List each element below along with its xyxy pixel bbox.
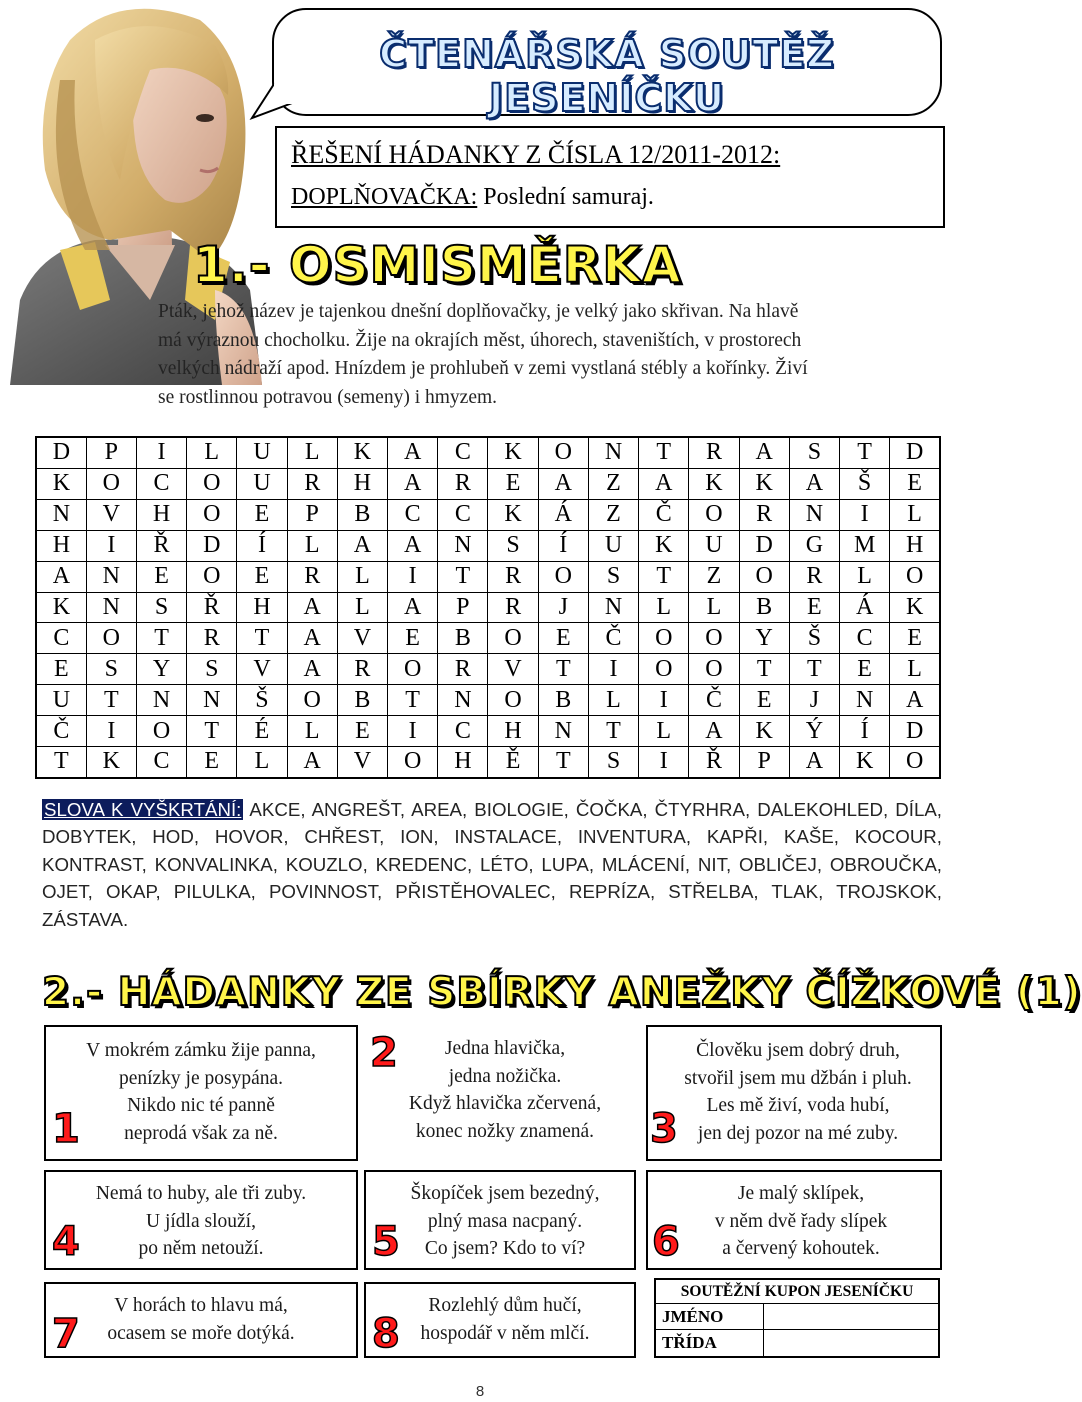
grid-cell: E	[388, 623, 438, 654]
grid-cell: V	[86, 499, 136, 530]
grid-cell: N	[789, 499, 839, 530]
grid-cell: Á	[538, 499, 588, 530]
riddle-line: plný masa nacpaný.	[427, 1210, 583, 1232]
grid-cell: C	[438, 437, 488, 468]
grid-cell: L	[337, 592, 387, 623]
riddle-line: Jedna hlavička,	[444, 1038, 566, 1059]
grid-cell: E	[187, 746, 237, 778]
grid-cell: O	[136, 716, 186, 747]
riddle-line: v něm dvě řady slípek	[714, 1210, 888, 1232]
grid-cell: I	[588, 654, 638, 685]
riddle-text	[376, 1292, 634, 1347]
grid-cell: N	[86, 561, 136, 592]
page-number: 8	[475, 1383, 485, 1400]
grid-cell: E	[538, 623, 588, 654]
grid-cell: Š	[840, 468, 890, 499]
grid-cell: L	[890, 654, 940, 685]
grid-row	[36, 437, 940, 468]
grid-cell: L	[187, 437, 237, 468]
grid-cell: A	[287, 746, 337, 778]
grid-cell: T	[136, 623, 186, 654]
grid-cell: C	[840, 623, 890, 654]
grid-cell: A	[388, 530, 438, 561]
grid-cell: R	[739, 499, 789, 530]
grid-cell: A	[287, 623, 337, 654]
grid-cell: B	[337, 685, 387, 716]
grid-cell: H	[337, 468, 387, 499]
grid-cell: O	[187, 468, 237, 499]
grid-cell: E	[890, 468, 940, 499]
intro-line: Pták, jehož název je tajenkou dnešní doplňovačky, je velký jako skřivan. Na hlavě	[158, 301, 799, 322]
riddle-box-4	[44, 1170, 358, 1270]
grid-cell: A	[287, 654, 337, 685]
grid-cell: O	[538, 437, 588, 468]
grid-cell: H	[438, 746, 488, 778]
grid-cell: E	[840, 654, 890, 685]
grid-cell: U	[588, 530, 638, 561]
riddle-line: Nemá to huby, ale tři zuby.	[95, 1183, 307, 1204]
grid-cell: I	[86, 716, 136, 747]
grid-cell: N	[187, 685, 237, 716]
grid-cell: R	[438, 654, 488, 685]
grid-cell: I	[639, 685, 689, 716]
grid-cell: E	[337, 716, 387, 747]
riddle-line: Nikdo nic té panně	[127, 1095, 275, 1116]
riddle-number: 5	[372, 1219, 400, 1265]
grid-cell: Í	[237, 530, 287, 561]
grid-cell: K	[36, 592, 86, 623]
grid-cell: C	[36, 623, 86, 654]
grid-cell: O	[187, 499, 237, 530]
coupon-title: SOUTĚŽNÍ KUPON JESENÍČKU	[655, 1279, 939, 1304]
grid-cell: L	[840, 561, 890, 592]
riddle-text	[656, 1037, 940, 1147]
grid-cell: A	[388, 437, 438, 468]
riddle-number: 3	[650, 1106, 678, 1152]
grid-cell: Ě	[488, 746, 538, 778]
riddle-line: a červený kohoutek.	[722, 1238, 880, 1259]
riddle-box-2	[364, 1025, 636, 1161]
riddle-line: jen dej pozor na mé zuby.	[697, 1122, 899, 1144]
grid-cell: R	[337, 654, 387, 685]
section2-heading: 2.- HÁDANKY ZE SBÍRKY ANEŽKY ČÍŽKOVÉ (1)	[42, 970, 1082, 1015]
grid-cell: Č	[639, 499, 689, 530]
solution-answer	[291, 184, 943, 211]
riddle-line: V mokrém zámku žije panna,	[86, 1040, 316, 1061]
grid-cell: D	[890, 716, 940, 747]
grid-row	[36, 530, 940, 561]
grid-cell: T	[187, 716, 237, 747]
grid-cell: D	[890, 437, 940, 468]
grid-cell: A	[639, 468, 689, 499]
grid-cell: L	[287, 716, 337, 747]
grid-row	[36, 623, 940, 654]
grid-cell: A	[287, 592, 337, 623]
grid-cell: T	[388, 685, 438, 716]
grid-cell: S	[488, 530, 538, 561]
grid-cell: O	[689, 654, 739, 685]
grid-row	[36, 592, 940, 623]
grid-cell: O	[287, 685, 337, 716]
grid-cell: K	[739, 716, 789, 747]
grid-cell: N	[538, 716, 588, 747]
grid-cell: A	[689, 716, 739, 747]
grid-cell: C	[136, 468, 186, 499]
grid-cell: R	[187, 623, 237, 654]
grid-cell: C	[136, 746, 186, 778]
grid-cell: Z	[689, 561, 739, 592]
section1-heading: 1.- OSMISMĚRKA	[193, 236, 682, 294]
riddle-text	[46, 1180, 356, 1263]
riddle-line: V horách to hlavu má,	[114, 1295, 288, 1316]
grid-cell: T	[438, 561, 488, 592]
grid-cell: L	[639, 592, 689, 623]
grid-cell: T	[588, 716, 638, 747]
riddle-text	[46, 1037, 356, 1152]
grid-cell: E	[237, 561, 287, 592]
grid-cell: R	[689, 437, 739, 468]
grid-cell: P	[739, 746, 789, 778]
grid-cell: A	[789, 746, 839, 778]
grid-cell: C	[438, 499, 488, 530]
grid-cell: B	[538, 685, 588, 716]
grid-cell: A	[337, 530, 387, 561]
grid-cell: R	[789, 561, 839, 592]
intro-line: má výraznou chocholku. Žije na okrajích měst, úhorech, staveništích, v prostorech	[158, 329, 802, 351]
grid-cell: I	[86, 530, 136, 561]
solution-title: ŘEŠENÍ HÁDANKY Z ČÍSLA 12/2011-2012:	[291, 140, 781, 169]
grid-cell: Š	[237, 685, 287, 716]
grid-cell: N	[136, 685, 186, 716]
grid-cell: I	[136, 437, 186, 468]
riddle-text	[46, 1292, 356, 1347]
riddle-line: hospodář v něm mlčí.	[420, 1322, 590, 1344]
grid-cell: T	[237, 623, 287, 654]
grid-cell: Z	[588, 499, 638, 530]
grid-row	[36, 746, 940, 778]
riddle-line: U jídla slouží,	[146, 1210, 256, 1232]
riddle-text	[662, 1180, 940, 1263]
grid-cell: D	[739, 530, 789, 561]
grid-cell: O	[639, 623, 689, 654]
grid-cell: O	[890, 746, 940, 778]
grid-cell: Á	[840, 592, 890, 623]
grid-cell: V	[488, 654, 538, 685]
grid-cell: A	[789, 468, 839, 499]
grid-cell: L	[890, 499, 940, 530]
grid-cell: O	[739, 561, 789, 592]
grid-cell: S	[187, 654, 237, 685]
riddle-number: 1	[52, 1106, 80, 1152]
riddle-number: 8	[372, 1311, 400, 1357]
grid-cell: Č	[689, 685, 739, 716]
coupon-class-label: TŘÍDA	[655, 1330, 763, 1357]
grid-cell: K	[739, 468, 789, 499]
grid-cell: O	[639, 654, 689, 685]
grid-cell: Ř	[136, 530, 186, 561]
grid-cell: K	[337, 437, 387, 468]
grid-cell: L	[237, 746, 287, 778]
riddle-line: Když hlavička zčervená,	[408, 1093, 602, 1114]
grid-cell: V	[337, 623, 387, 654]
grid-cell: E	[789, 592, 839, 623]
grid-cell: R	[287, 468, 337, 499]
grid-cell: N	[86, 592, 136, 623]
grid-cell: L	[337, 561, 387, 592]
riddle-number: 4	[52, 1219, 80, 1265]
grid-cell: V	[237, 654, 287, 685]
grid-cell: B	[438, 623, 488, 654]
riddle-line: neprodá však za ně.	[124, 1122, 278, 1144]
grid-cell: S	[588, 561, 638, 592]
grid-cell: A	[538, 468, 588, 499]
grid-cell: O	[689, 623, 739, 654]
grid-cell: B	[739, 592, 789, 623]
word-search-grid	[35, 436, 941, 779]
grid-cell: K	[86, 746, 136, 778]
riddle-box-1	[44, 1025, 358, 1161]
grid-cell: H	[890, 530, 940, 561]
grid-cell: R	[438, 468, 488, 499]
grid-cell: Č	[588, 623, 638, 654]
grid-cell: L	[689, 592, 739, 623]
grid-cell: B	[337, 499, 387, 530]
competition-coupon	[654, 1278, 940, 1358]
words-list: AKCE, ANGREŠT, AREA, BIOLOGIE, ČOČKA, ČTYRHRA, DALEKOHLED, DÍLA, DOBYTEK, HOD, HOVOR, CHŘEST, ION, INSTALACE, INVENTURA, KAPŘI, KAŠE, KOCOUR, KONTRAST, KONVALINKA, KOUZLO, KREDENC, LÉTO, LUPA, MLÁCENÍ, NIT, OBLIČEJ, OBROUČKA, OJET, OKAP, PILULKA, POVINNOST, PŘISTĚHOVALEC, REPRÍZA, STŘELBA, TLAK, TROJSKOK, ZÁSTAVA.	[42, 799, 942, 930]
coupon-class-field[interactable]	[763, 1330, 939, 1357]
grid-row	[36, 716, 940, 747]
solution-value: Poslední samuraj.	[483, 184, 654, 210]
riddle-line: Les mě živí, voda hubí,	[706, 1095, 890, 1116]
grid-cell: A	[388, 468, 438, 499]
grid-cell: R	[287, 561, 337, 592]
grid-cell: Č	[36, 716, 86, 747]
grid-cell: E	[488, 468, 538, 499]
grid-cell: O	[388, 746, 438, 778]
intro-line: velkých nádraží apod. Hnízdem je prohlubeň v zemi vystlaná stébly a kořínky. Živí	[158, 358, 808, 379]
speech-bubble	[272, 8, 942, 120]
grid-cell: E	[136, 561, 186, 592]
grid-cell: Y	[739, 623, 789, 654]
grid-cell: R	[488, 592, 538, 623]
riddle-number: 7	[52, 1311, 80, 1357]
grid-cell: U	[237, 437, 287, 468]
riddle-line: ocasem se moře dotýká.	[107, 1322, 295, 1344]
grid-cell: U	[36, 685, 86, 716]
grid-cell: P	[438, 592, 488, 623]
grid-cell: N	[36, 499, 86, 530]
grid-cell: Í	[538, 530, 588, 561]
grid-cell: K	[488, 437, 538, 468]
grid-cell: O	[86, 468, 136, 499]
grid-cell: T	[36, 746, 86, 778]
grid-cell: A	[388, 592, 438, 623]
grid-cell: Š	[789, 623, 839, 654]
grid-cell: T	[639, 561, 689, 592]
grid-cell: A	[739, 437, 789, 468]
grid-cell: Ř	[187, 592, 237, 623]
grid-row	[36, 685, 940, 716]
intro-paragraph	[158, 298, 958, 412]
grid-cell: K	[840, 746, 890, 778]
riddle-line: Škopíček jsem bezedný,	[410, 1183, 600, 1204]
words-to-cross-out	[42, 796, 942, 933]
grid-cell: L	[287, 530, 337, 561]
grid-cell: T	[840, 437, 890, 468]
intro-line: se rostlinnou potravou (semeny) i hmyzem.	[158, 386, 498, 408]
grid-cell: I	[388, 561, 438, 592]
grid-cell: S	[789, 437, 839, 468]
grid-cell: Ý	[789, 716, 839, 747]
riddle-box-3	[646, 1025, 942, 1161]
grid-cell: H	[488, 716, 538, 747]
grid-cell: O	[689, 499, 739, 530]
grid-cell: T	[739, 654, 789, 685]
grid-cell: Í	[840, 716, 890, 747]
grid-cell: R	[488, 561, 538, 592]
riddle-box-8	[364, 1282, 636, 1358]
grid-cell: T	[789, 654, 839, 685]
grid-cell: É	[237, 716, 287, 747]
riddle-line: Je malý sklípek,	[737, 1183, 865, 1204]
grid-cell: N	[438, 530, 488, 561]
coupon-name-field[interactable]	[763, 1304, 939, 1330]
grid-cell: T	[538, 654, 588, 685]
riddle-box-5	[364, 1170, 636, 1270]
grid-cell: P	[287, 499, 337, 530]
grid-cell: N	[588, 592, 638, 623]
riddle-line: konec nožky znamená.	[415, 1120, 595, 1142]
riddle-number: 6	[652, 1219, 680, 1265]
riddle-line: po něm netouží.	[138, 1238, 264, 1259]
grid-cell: U	[689, 530, 739, 561]
grid-cell: O	[187, 561, 237, 592]
grid-cell: Z	[588, 468, 638, 499]
grid-cell: I	[388, 716, 438, 747]
coupon-name-label: JMÉNO	[655, 1304, 763, 1330]
grid-row	[36, 654, 940, 685]
riddle-text	[376, 1180, 634, 1263]
grid-cell: S	[588, 746, 638, 778]
grid-cell: S	[86, 654, 136, 685]
riddle-number: 2	[370, 1030, 398, 1076]
grid-cell: T	[639, 437, 689, 468]
riddle-line: Rozlehlý dům hučí,	[428, 1295, 582, 1316]
grid-cell: E	[237, 499, 287, 530]
grid-cell: K	[488, 499, 538, 530]
grid-cell: E	[36, 654, 86, 685]
grid-cell: I	[840, 499, 890, 530]
grid-cell: O	[538, 561, 588, 592]
grid-cell: Y	[136, 654, 186, 685]
riddle-line: penízky je posypána.	[118, 1067, 284, 1089]
grid-cell: P	[86, 437, 136, 468]
grid-cell: M	[840, 530, 890, 561]
grid-cell: K	[689, 468, 739, 499]
grid-cell: H	[36, 530, 86, 561]
grid-cell: A	[36, 561, 86, 592]
grid-cell: Ř	[689, 746, 739, 778]
grid-row	[36, 499, 940, 530]
grid-cell: N	[438, 685, 488, 716]
grid-cell: E	[739, 685, 789, 716]
grid-cell: T	[86, 685, 136, 716]
grid-cell: O	[388, 654, 438, 685]
riddle-text	[374, 1035, 636, 1145]
grid-cell: L	[639, 716, 689, 747]
solution-box	[275, 126, 945, 228]
grid-row	[36, 468, 940, 499]
grid-cell: V	[337, 746, 387, 778]
grid-cell: K	[639, 530, 689, 561]
grid-row	[36, 561, 940, 592]
grid-cell: C	[388, 499, 438, 530]
grid-cell: A	[890, 685, 940, 716]
solution-label: DOPLŇOVAČKA:	[291, 184, 478, 210]
grid-cell: E	[890, 623, 940, 654]
grid-cell: N	[840, 685, 890, 716]
bubble-tail	[250, 82, 300, 122]
grid-cell: H	[136, 499, 186, 530]
grid-cell: J	[538, 592, 588, 623]
grid-cell: G	[789, 530, 839, 561]
bubble-title: ČTENÁŘSKÁ SOUTĚŽ JESENÍČKU	[379, 32, 835, 120]
riddle-line: jedna nožička.	[448, 1065, 562, 1087]
grid-cell: N	[588, 437, 638, 468]
riddle-box-6	[646, 1170, 942, 1270]
words-label: SLOVA K VYŠKRTÁNÍ:	[44, 799, 242, 820]
riddle-line: stvořil jsem mu džbán i pluh.	[684, 1067, 912, 1089]
grid-cell: O	[488, 623, 538, 654]
grid-cell: J	[789, 685, 839, 716]
riddle-line: Co jsem? Kdo to ví?	[424, 1238, 586, 1259]
riddle-line: Člověku jsem dobrý druh,	[696, 1040, 900, 1061]
grid-cell: L	[287, 437, 337, 468]
grid-cell: O	[488, 685, 538, 716]
grid-cell: H	[237, 592, 287, 623]
grid-cell: D	[36, 437, 86, 468]
grid-cell: K	[36, 468, 86, 499]
grid-cell: C	[438, 716, 488, 747]
grid-cell: T	[538, 746, 588, 778]
grid-cell: U	[237, 468, 287, 499]
grid-cell: K	[890, 592, 940, 623]
grid-cell: O	[86, 623, 136, 654]
grid-cell: S	[136, 592, 186, 623]
grid-cell: I	[639, 746, 689, 778]
riddle-box-7	[44, 1282, 358, 1358]
grid-cell: O	[890, 561, 940, 592]
grid-cell: L	[588, 685, 638, 716]
grid-cell: D	[187, 530, 237, 561]
